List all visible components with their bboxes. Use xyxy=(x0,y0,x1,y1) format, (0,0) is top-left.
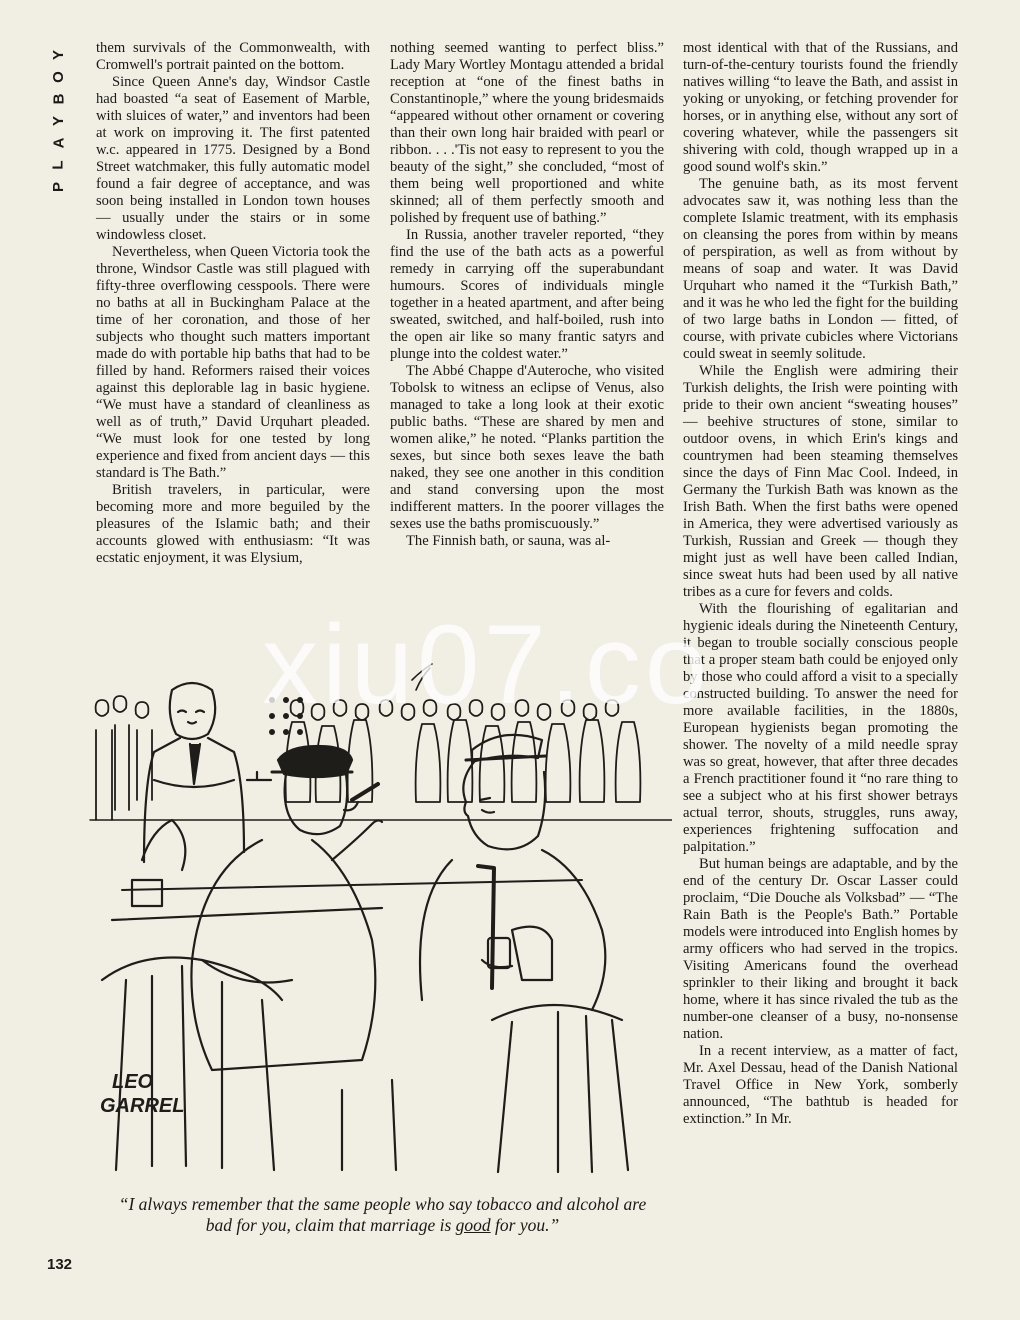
masthead-letter: A xyxy=(50,137,67,149)
paragraph: most identical with that of the Russians, and turn-of-the-century tourists found the friendly natives willing “to leave the Bath, and assist in yoking or unyoking, or fetching provender for horses, or in anything else, without any sort of covering whatever, while the passengers sit shivering with cold, though wrapped up in a good sound wolf's skin.” xyxy=(683,40,958,175)
paragraph: The Abbé Chappe d'Auteroche, who visited Tobolsk to witness an eclipse of Venus, also managed to take a long look at their exotic public baths. “These are shared by men and women alike,” he noted. “Planks partition the sexes, but since both sexes leave the bath naked, they see one another in this condition and stand conversing upon the most indifferent matters. In the poorer villages the sexes use the baths promiscuously.” xyxy=(390,363,664,532)
caption-text-start: “I always remember that the same people who say tobacco and alcohol are bad for you, claim that marriage is xyxy=(118,1194,647,1235)
page-number: 132 xyxy=(47,1256,73,1273)
paragraph: The Finnish bath, or sauna, was al- xyxy=(406,533,611,549)
caption-text-end: for you.” xyxy=(490,1215,560,1235)
masthead-letter: Y xyxy=(49,115,67,127)
masthead-letter: Y xyxy=(49,49,67,61)
masthead-letter: L xyxy=(49,160,67,170)
caption-emphasis: good xyxy=(455,1215,491,1235)
masthead-letter: B xyxy=(50,93,67,105)
paragraph: The genuine bath, as its most fervent advocates saw it, was nothing less than the complete Islamic treatment, with its emphasis on cleansing the pores from within by means of perspiration, as well as from without by means of soap and water. It was David Urquhart who named it the “Turkish Bath,” and it was he who led the fight for the building of two large baths in London — fitted, of course, with private cubicles where Victorians could sweat in seemly solitude. xyxy=(683,176,958,362)
paragraph: them survivals of the Commonwealth, with Cromwell's portrait painted on the bottom. xyxy=(96,40,370,73)
cartoon-caption xyxy=(110,1194,655,1236)
signature-line-2: GARREL xyxy=(100,1095,185,1117)
cartoon-illustration xyxy=(82,660,672,1175)
paragraph: In Russia, another traveler reported, “they find the use of the bath acts as a powerful remedy in carrying off the superabundant humours. Scores of individuals mingle together in a heated apartment, and after being sweated, switched, and half-boiled, rush into the open air like so many frantic satyrs and plunge into the coldest water.” xyxy=(390,227,664,362)
masthead xyxy=(50,44,68,198)
paragraph: British travelers, in particular, were becoming more and more beguiled by the pleasures of the Islamic bath; and their accounts glowed with enthusiasm: “It was ecstatic enjoyment, it was Elysium, xyxy=(96,482,370,566)
paragraph: nothing seemed wanting to perfect bliss.” Lady Mary Wortley Montagu attended a bridal reception at “one of the finest baths in Constantinople,” where the young bridesmaids “appeared without other ornament or covering than their own long hair braided with pearl or ribbon. . . .'Tis not easy to represent to you the beauty of the sight,” she concluded, “most of them being well proportioned and white skinned; all of them perfectly smooth and polished by frequent use of bathing.” xyxy=(390,40,664,226)
text-column-3 xyxy=(683,40,958,1280)
bartender-figure xyxy=(142,683,303,870)
bar-chairs xyxy=(102,958,628,1173)
text-column-2 xyxy=(390,40,664,640)
masthead-letter: O xyxy=(49,71,67,83)
signature-line-1: LEO xyxy=(112,1071,154,1093)
paragraph: Nevertheless, when Queen Victoria took the throne, Windsor Castle was still plagued with fifty-three overflowing cesspools. There were no baths at all in Buckingham Palace at the time of her coronation, and those of her subjects who thought such matters important made do with portable hip baths that had to be filled by hand. Reformers raised their voices against this deplorable lag in basic hygiene. “We must have a standard of cleanliness as well as of truth,” David Urquhart pleaded. “We must look for one tested by long experience and fixed from ancient days — this standard is The Bath.” xyxy=(96,244,370,481)
paragraph: But human beings are adaptable, and by the end of the century Dr. Oscar Lasser could proclaim, “Die Douche als Volksbad” — “The Rain Bath is the People's Bath.” Portable models were introduced into English homes by army officers who had served in the tropics. Visiting Americans found the overhead sprinkler to their liking and brought it back home, where it has since rivaled the tub as the number-one cleanser of a busy, no-nonsense nation. xyxy=(683,856,958,1042)
paragraph: Since Queen Anne's day, Windsor Castle had boasted “a seat of Easement of Marble, with sluices of water,” and inventors had been at work on improving it. The first patented w.c. appeared in 1775. Designed by a Bond Street watchmaker, this fully automatic model found a fair degree of acceptance, and was soon being installed in London town houses — usually under the stairs or in some windowless closet. xyxy=(96,74,370,243)
paragraph: While the English were admiring their Turkish delights, the Irish were pointing with pride to their own ancient “sweating houses” — beehive structures of stone, similar to outdoor ovens, in which Erin's kings and countrymen had been steaming themselves since the days of Finn Mac Cool. Indeed, in Germany the Turkish Bath was known as the Irish Bath. When the first baths were opened in America, they were advertised variously as Turkish, Russian and Greek — though they might just as well have been called Indian, since sweat huts had been used by all native tribes as a cure for fevers and colds. xyxy=(683,363,958,600)
text-column-1 xyxy=(96,40,370,640)
paragraph: With the flourishing of egalitarian and hygienic ideals during the Nineteenth Century, it began to trouble socially conscious people that a proper steam bath could be enjoyed only by those who could afford a visit to a specially constructed building. To answer the need for more available facilities, in the 1880s, European hygienists began promoting the shower. The novelty of a mild needle spray was so great, however, that after three decades a French practitioner found it “no rare thing to see a subject who at his first shower betrays actual terror, shouts, struggles, runs away, experiences frightening suffocation and palpitation.” xyxy=(683,601,958,855)
watermark: xiu07.co xyxy=(262,602,712,727)
masthead-letter: P xyxy=(49,181,67,193)
paragraph: In a recent interview, as a matter of fact, Mr. Axel Dessau, head of the Danish National Travel Office in New York, somberly announced, “The bathtub is headed for extinction.” In Mr. xyxy=(683,1043,958,1127)
man-with-cigar xyxy=(191,746,382,1070)
